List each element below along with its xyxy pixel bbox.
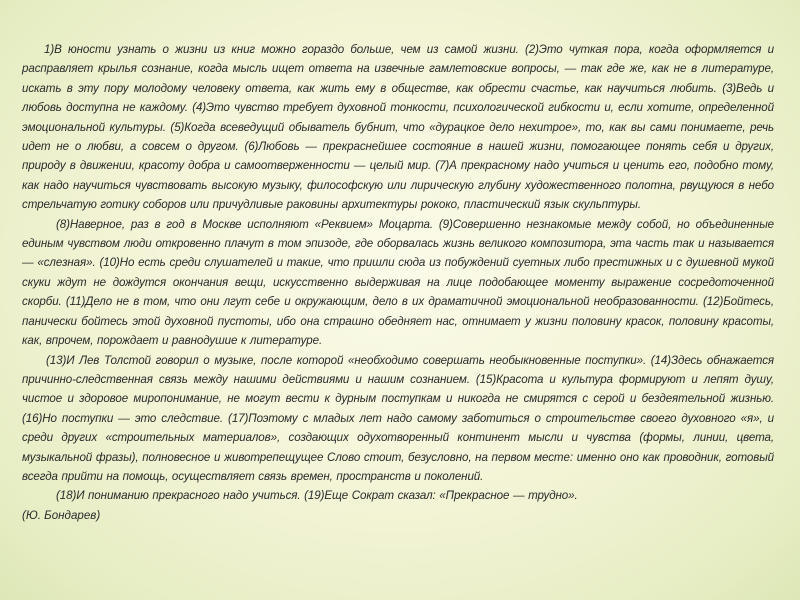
text-document [22, 40, 774, 525]
paragraph-4: (18)И пониманию прекрасного надо учиться. (19)Еще Сократ сказал: «Прекрасное — трудно». [56, 489, 578, 503]
paragraph-1: 1)В юности узнать о жизни из книг можно гораздо больше, чем из самой жизни. (2)Это чуткая пора, когда оформляется и расправляет крылья сознание, когда мысль ищет ответа на извечные гамлетовские вопросы, — так где же, как не в литературе, искать в эту пору молодому человеку ответа, как жить ему в обществе, как обрести счастье, как научиться любить. (3)Ведь и любовь доступна не каждому. (4)Это чувство требует духовной тонкости, психологической гибкости и, если хотите, определенной эмоциональной культуры. (5)Когда всеведущий обыватель бубнит, что «дурацкое дело нехитрое», то, как вы сами понимаете, речь идет не о любви, а совсем о другом. (6)Любовь — прекраснейшее состояние в нашей жизни, помогающее понять себя и других, природу в движении, красоту добра и самоотверженности — целый мир. (7)А прекрасному надо учиться и ценить его, подобно тому, как надо научиться чувствовать высокую музыку, философскую или лирическую глубину художественного полотна, рвущуюся в небо стрельчатую готику соборов или причудливые раковины архитектуры рококо, пластический язык скульптуры. [22, 43, 774, 212]
paragraph-3: (13)И Лев Толстой говорил о музыке, после которой «необходимо совершать необыкновенные поступки». (14)Здесь обнажается причинно-следственная связь между нашими действиями и нашим сознанием. (15)Красота и культура формируют и лепят душу, чистое и здоровое миропонимание, не могут вести к дурным поступкам и никогда не смирятся с серой и бездеятельной жизнью. (16)Но поступки — это следствие. (17)Поэтому с младых лет надо самому заботиться о строительстве своего духовного «я», и среди других «строительных материалов», создающих одухотворенный континент мысли и чувства (формы, линии, цвета, музыкальной фразы), полновесное и животрепещущее Слово стоит, безусловно, на первом месте: именно оно как проводник, готовый всегда прийти на помощь, осуществляет связь времен, пространств и поколений. [22, 353, 774, 483]
author-signature: (Ю. Бондарев) [22, 508, 101, 522]
paragraph-2: (8)Наверное, раз в год в Москве исполняют «Реквием» Моцарта. (9)Совершенно незнакомые между собой, но объединенные единым чувством люди откровенно плачут в том эпизоде, где оборвалась жизнь великого композитора, эта часть так и называется — «слезная». (10)Но есть среди слушателей и такие, что пришли сюда из побуждений суетных либо престижных и с душевной мукой скуки ждут не дождутся окончания вещи, искусственно выдерживая на лице подобающее моменту выражение сосредоточенной скорби. (11)Дело не в том, что они лгут себе и окружающим, дело в их драматичной эмоциональной необразованности. (12)Бойтесь, панически бойтесь этой духовной пустоты, ибо она страшно обедняет нас, отнимает у жизни половину красок, половину красоты, как, впрочем, порождает и равнодушие к литературе. [22, 217, 774, 348]
